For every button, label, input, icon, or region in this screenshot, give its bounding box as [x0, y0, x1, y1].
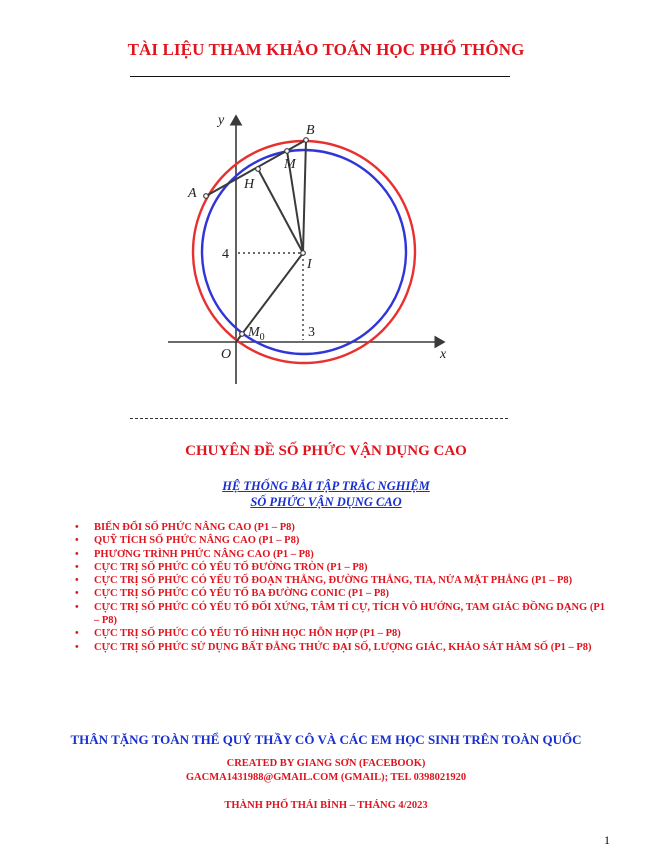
bullet-icon: •	[75, 561, 79, 573]
dedication-line: THÂN TẶNG TOÀN THỂ QUÝ THẦY CÔ VÀ CÁC EM HỌC SINH TRÊN TOÀN QUỐC	[70, 732, 582, 747]
point-a	[204, 194, 209, 199]
topic-item	[75, 587, 605, 600]
topic-item	[75, 548, 605, 561]
point-m0	[240, 332, 245, 337]
topic-heading: CHUYÊN ĐỀ SỐ PHỨC VẬN DỤNG CAO	[185, 443, 467, 459]
bullet-icon: •	[75, 628, 79, 640]
bullet-icon: •	[75, 641, 79, 653]
point-m	[285, 149, 290, 154]
label-i: I	[307, 257, 312, 272]
topic-item	[75, 601, 605, 628]
label-a: A	[188, 186, 197, 201]
topic-text: PHƯƠNG TRÌNH PHỨC NÂNG CAO (P1 – P8)	[94, 548, 314, 560]
label-y: y	[218, 113, 225, 128]
bullet-icon: •	[75, 548, 79, 560]
bullet-icon: •	[75, 588, 79, 600]
topic-item	[75, 561, 605, 574]
segment-o-i	[236, 253, 303, 342]
topic-text: QUỸ TÍCH SỐ PHỨC NÂNG CAO (P1 – P8)	[94, 535, 300, 547]
label-x: x	[440, 347, 447, 362]
label-m0-subscript: 0	[259, 332, 265, 343]
title-underline	[130, 76, 510, 77]
label-m: M	[284, 157, 296, 172]
label-h: H	[244, 177, 255, 192]
subheading-line-1: HỆ THỐNG BÀI TẬP TRẮC NGHIỆM	[222, 479, 430, 493]
contact-info: GACMA1431988@GMAIL.COM (GMAIL); TEL 0398021920	[185, 772, 467, 783]
created-by: CREATED BY GIANG SƠN (FACEBOOK)	[226, 758, 426, 769]
topic-text: CỰC TRỊ SỐ PHỨC CÓ YẾU TỐ HÌNH HỌC HỖN HỢP (P1 – P8)	[94, 628, 401, 640]
topic-item	[75, 521, 605, 534]
label-b: B	[306, 123, 315, 138]
point-b	[304, 138, 309, 143]
complex-plane-figure	[160, 108, 460, 390]
subheading-line-2: SỐ PHỨC VẬN DỤNG CAO	[250, 495, 402, 509]
topic-text: CỰC TRỊ SỐ PHỨC CÓ YẾU TỐ ĐỐI XỨNG, TÂM TỈ CỰ, TÍCH VÔ HƯỚNG, TAM GIÁC ĐỒNG DẠNG (P1 – P8)	[94, 601, 605, 627]
bullet-icon: •	[75, 535, 79, 547]
label-x-tick: 3	[308, 325, 315, 340]
page-title: TÀI LIỆU THAM KHẢO TOÁN HỌC PHỔ THÔNG	[127, 40, 525, 59]
topic-text: CỰC TRỊ SỐ PHỨC CÓ YẾU TỐ ĐOẠN THẲNG, ĐƯỜNG THẲNG, TIA, NỬA MẶT PHẲNG (P1 – P8)	[94, 575, 573, 587]
point-h	[256, 167, 261, 172]
bullet-icon: •	[75, 575, 79, 587]
topic-text: CỰC TRỊ SỐ PHỨC SỬ DỤNG BẤT ĐẲNG THỨC ĐẠI SỐ, LƯỢNG GIÁC, KHẢO SÁT HÀM SỐ (P1 – P8)	[94, 641, 592, 653]
topic-item	[75, 641, 605, 654]
topic-item	[75, 574, 605, 587]
page-number: 1	[604, 833, 610, 847]
topic-item	[75, 627, 605, 640]
topic-item	[75, 534, 605, 547]
section-divider	[130, 418, 508, 419]
label-y-tick: 4	[222, 247, 229, 262]
topic-text: BIẾN ĐỔI SỐ PHỨC NÂNG CAO (P1 – P8)	[94, 522, 295, 533]
topic-text: CỰC TRỊ SỐ PHỨC CÓ YẾU TỐ BA ĐƯỜNG CONIC (P1 – P8)	[94, 588, 389, 600]
label-m0: $M_0$	[248, 325, 265, 343]
topic-list	[75, 521, 605, 654]
point-i	[301, 251, 306, 256]
place-date: THÀNH PHỐ THÁI BÌNH – THÁNG 4/2023	[224, 800, 428, 811]
bullet-icon: •	[75, 522, 79, 533]
segment-i-b	[303, 140, 306, 253]
bullet-icon: •	[75, 601, 79, 613]
label-origin: O	[221, 347, 232, 362]
topic-text: CỰC TRỊ SỐ PHỨC CÓ YẾU TỐ ĐƯỜNG TRÒN (P1 – P8)	[94, 561, 368, 573]
